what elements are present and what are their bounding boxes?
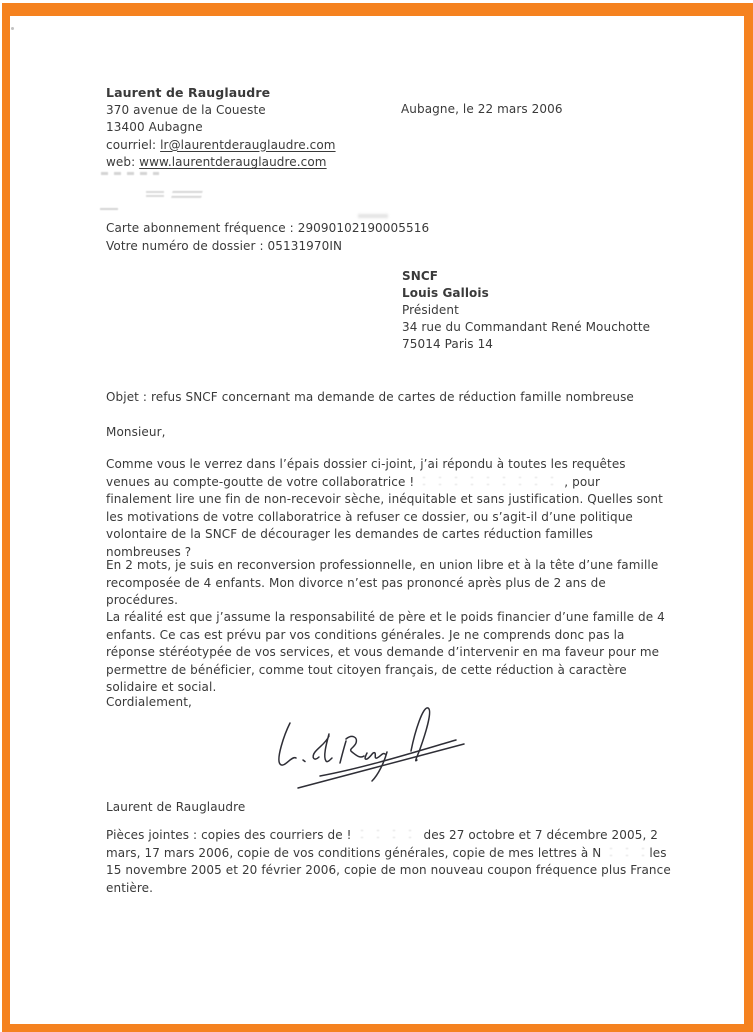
recipient-address-line-2: 75014 Paris 14 <box>402 337 494 351</box>
closing: Cordialement, <box>106 695 192 709</box>
web-link[interactable]: www.laurentderauglaudre.com <box>139 155 327 169</box>
body-paragraph-1 <box>106 456 666 561</box>
erased-text-mark <box>100 206 118 210</box>
signature-svg <box>268 699 478 795</box>
erased-text-mark <box>101 172 159 175</box>
signature-stroke-R <box>340 736 364 763</box>
handwritten-signature <box>268 699 478 795</box>
recipient-company: SNCF <box>402 269 439 283</box>
sender-email-line <box>106 137 336 155</box>
signature-stroke-de <box>313 734 332 762</box>
sender-web-line <box>106 154 336 172</box>
attachments-text: des 27 octobre et 7 décembre 2005, 2 mars, 17 mars 2006, copie de vos conditions générales, copie de mes lettres à N <box>106 828 659 860</box>
signature-stroke-auy <box>365 752 387 781</box>
subject-line: Objet : refus SNCF concernant ma demande de cartes de réduction famille nombreuse <box>106 390 634 404</box>
erased-text-mark <box>358 214 388 218</box>
date-line: Aubagne, le 22 mars 2006 <box>401 102 563 116</box>
sender-address-line-1: 370 avenue de la Coueste <box>106 102 266 117</box>
attachments-text: Pièces jointes : copies des courriers de ! <box>106 828 352 842</box>
attachments-paragraph <box>106 827 678 897</box>
reference-block <box>106 220 429 255</box>
sender-address-line-2: 13400 Aubagne <box>106 120 203 134</box>
sender-name: Laurent de Rauglaudre <box>106 85 271 100</box>
erased-text-mark <box>146 191 164 197</box>
erased-text-mark <box>171 190 203 198</box>
recipient-block <box>402 268 650 353</box>
signature-stroke-underline-2 <box>320 740 456 776</box>
recipient-address-line-1: 34 rue du Commandant René Mouchotte <box>402 320 651 334</box>
paragraph-text: Comme vous le verrez dans l’épais dossier ci-joint, j’ai répondu à toutes les requêtes venues au compte-goutte de votre collaboratrice ! <box>106 457 626 489</box>
body-paragraph-3: La réalité est que j’assume la responsabilité de père et le poids financier d’une famille de 4 enfants. Ce cas est prévu par vos conditions générales. Je ne comprends donc pas la réponse stéréotypée de vos services, et vous demande d’intervenir en ma faveur pour me permettre de bénéficier, comme tout citoyen français, de cette réduction à caractère solidaire et social. <box>106 610 665 694</box>
signature-stroke-L <box>279 723 296 765</box>
body-paragraph-2: En 2 mots, je suis en reconversion professionnelle, en union libre et à la tête d’une famille recomposée de 4 enfants. Mon divorce n’est pas prononcé après plus de 2 ans de procédures. <box>106 558 659 607</box>
recipient-title: Président <box>402 303 459 317</box>
paragraph-text: , pour finalement lire une fin de non-recevoir sèche, inéquitable et sans justification. Quelles sont les motivations de votre collaboratrice à refuser ce dossier, ou s’agit-il d’une politique volontaire de la SNCF de décourager les demandes de cartes réduction familles nombreuses ? <box>106 474 663 559</box>
reference-dossier-line: Votre numéro de dossier : 05131970IN <box>106 238 343 253</box>
redacted-name <box>601 848 649 857</box>
recipient-name: Louis Gallois <box>402 286 489 300</box>
email-link[interactable]: lr@laurentderauglaudre.com <box>160 137 336 152</box>
redacted-name <box>414 477 564 486</box>
signature-name: Laurent de Rauglaudre <box>106 800 246 814</box>
salutation: Monsieur, <box>106 425 166 439</box>
sender-block <box>106 84 336 172</box>
email-label: courriel: <box>106 137 161 152</box>
signature-stroke-underline-1 <box>298 744 464 788</box>
signature-stroke-dot <box>303 760 305 762</box>
attachments-text: les 15 novembre 2005 et 20 février 2006, copie de mon nouveau coupon fréquence plus France entière. <box>106 845 671 895</box>
reference-card-line: Carte abonnement fréquence : 29090102190005516 <box>106 221 430 235</box>
redacted-name <box>352 830 424 839</box>
scan-speck <box>11 27 14 30</box>
web-label: web: <box>106 155 140 169</box>
